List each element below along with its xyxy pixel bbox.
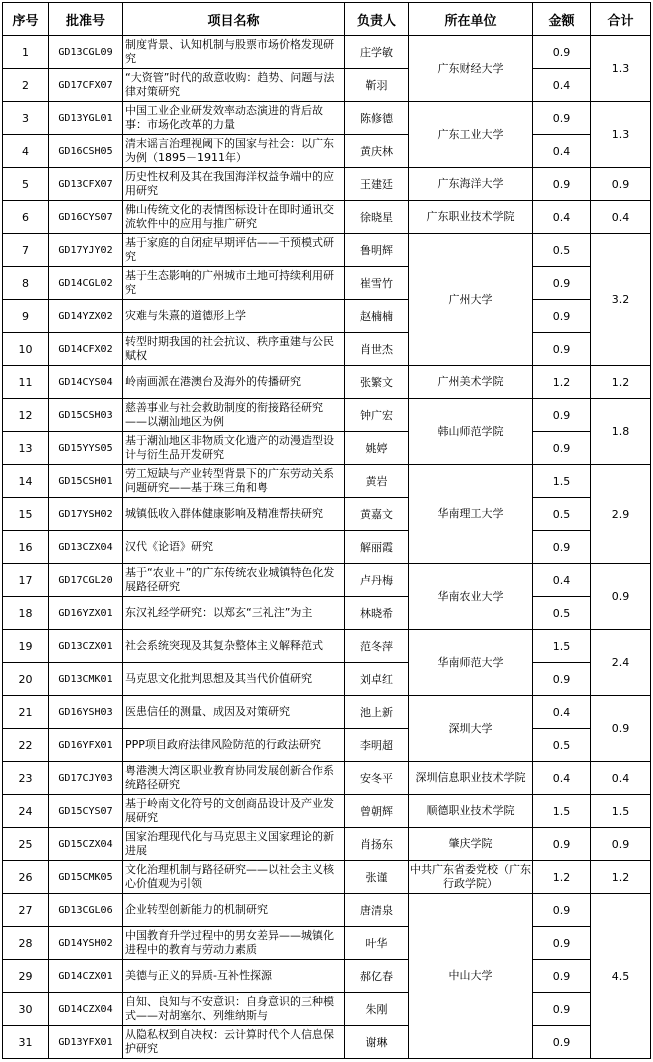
table-row — [3, 861, 651, 894]
amount: 0.9 — [533, 960, 591, 993]
principal-investigator: 张繁文 — [345, 366, 409, 399]
row-number: 11 — [3, 366, 49, 399]
row-number: 30 — [3, 993, 49, 1026]
table-row — [3, 366, 651, 399]
row-number: 16 — [3, 531, 49, 564]
approval-code: GD13CMK01 — [49, 663, 123, 696]
principal-investigator: 黄岩 — [345, 465, 409, 498]
project-title: “大资管”时代的敌意收购：趋势、问题与法律对策研究 — [123, 69, 345, 102]
amount: 0.9 — [533, 894, 591, 927]
row-number: 31 — [3, 1026, 49, 1059]
table-row — [3, 333, 651, 366]
table-row — [3, 828, 651, 861]
funding-table — [2, 2, 651, 1059]
unit-total: 1.3 — [591, 36, 651, 102]
principal-investigator: 靳羽 — [345, 69, 409, 102]
principal-investigator: 李明超 — [345, 729, 409, 762]
row-number: 3 — [3, 102, 49, 135]
principal-investigator: 肖扬东 — [345, 828, 409, 861]
project-title: 岭南画派在港澳台及海外的传播研究 — [123, 366, 345, 399]
unit-name: 华南师范大学 — [409, 630, 533, 696]
project-title: 基于“农业＋”的广东传统农业城镇特色化发展路径研究 — [123, 564, 345, 597]
row-number: 19 — [3, 630, 49, 663]
amount: 1.2 — [533, 366, 591, 399]
table-row — [3, 168, 651, 201]
principal-investigator: 黄庆林 — [345, 135, 409, 168]
amount: 0.9 — [533, 102, 591, 135]
amount: 0.9 — [533, 993, 591, 1026]
unit-total: 2.9 — [591, 465, 651, 564]
approval-code: GD14CYS04 — [49, 366, 123, 399]
unit-total: 0.9 — [591, 168, 651, 201]
project-title: 基于家庭的自闭症早期评估——干预模式研究 — [123, 234, 345, 267]
unit-name: 中山大学 — [409, 894, 533, 1059]
amount: 0.9 — [533, 927, 591, 960]
approval-code: GD14CGL02 — [49, 267, 123, 300]
row-number: 23 — [3, 762, 49, 795]
project-title: 制度背景、认知机制与股票市场价格发现研究 — [123, 36, 345, 69]
approval-code: GD13CGL09 — [49, 36, 123, 69]
project-title: 自知、良知与不安意识：自身意识的三种模式——对胡塞尔、列维纳斯与 — [123, 993, 345, 1026]
principal-investigator: 叶华 — [345, 927, 409, 960]
principal-investigator: 鲁明辉 — [345, 234, 409, 267]
unit-total: 0.9 — [591, 828, 651, 861]
unit-total: 1.3 — [591, 102, 651, 168]
approval-code: GD15CMK05 — [49, 861, 123, 894]
table-row — [3, 36, 651, 69]
row-number: 14 — [3, 465, 49, 498]
principal-investigator: 安冬平 — [345, 762, 409, 795]
row-number: 4 — [3, 135, 49, 168]
principal-investigator: 朱刚 — [345, 993, 409, 1026]
amount: 1.5 — [533, 465, 591, 498]
unit-name: 深圳大学 — [409, 696, 533, 762]
amount: 0.5 — [533, 234, 591, 267]
table-row — [3, 597, 651, 630]
amount: 0.5 — [533, 597, 591, 630]
amount: 0.9 — [533, 399, 591, 432]
approval-code: GD14CFX02 — [49, 333, 123, 366]
table-row — [3, 234, 651, 267]
row-number: 26 — [3, 861, 49, 894]
approval-code: GD15CSH01 — [49, 465, 123, 498]
unit-total: 1.2 — [591, 366, 651, 399]
amount: 0.9 — [533, 663, 591, 696]
amount: 1.5 — [533, 795, 591, 828]
project-title: 中国工业企业研发效率动态演进的背后故事：市场化改革的力量 — [123, 102, 345, 135]
principal-investigator: 庄学敏 — [345, 36, 409, 69]
principal-investigator: 刘卓红 — [345, 663, 409, 696]
unit-total: 1.5 — [591, 795, 651, 828]
principal-investigator: 卢丹梅 — [345, 564, 409, 597]
table-row — [3, 1026, 651, 1059]
principal-investigator: 唐清泉 — [345, 894, 409, 927]
amount: 0.5 — [533, 498, 591, 531]
row-number: 24 — [3, 795, 49, 828]
principal-investigator: 池上新 — [345, 696, 409, 729]
project-title: 清末谣言治理视阈下的国家与社会：以广东为例（1895－1911年） — [123, 135, 345, 168]
table-row — [3, 465, 651, 498]
approval-code: GD13CZX01 — [49, 630, 123, 663]
table-row — [3, 960, 651, 993]
approval-code: GD15CZX04 — [49, 828, 123, 861]
row-number: 25 — [3, 828, 49, 861]
amount: 0.9 — [533, 531, 591, 564]
header-no: 序号 — [3, 3, 49, 36]
approval-code: GD14CZX01 — [49, 960, 123, 993]
project-title: 慈善事业与社会救助制度的衔接路径研究——以潮汕地区为例 — [123, 399, 345, 432]
project-title: 基于岭南文化符号的文创商品设计及产业发展研究 — [123, 795, 345, 828]
project-title: 城镇低收入群体健康影响及精准帮扶研究 — [123, 498, 345, 531]
unit-total: 0.9 — [591, 564, 651, 630]
table-row — [3, 300, 651, 333]
unit-total: 0.4 — [591, 762, 651, 795]
row-number: 29 — [3, 960, 49, 993]
project-title: 中国教育升学过程中的男女差异——城镇化进程中的教育与劳动力素质 — [123, 927, 345, 960]
unit-name: 广东工业大学 — [409, 102, 533, 168]
approval-code: GD13YFX01 — [49, 1026, 123, 1059]
unit-name: 深圳信息职业技术学院 — [409, 762, 533, 795]
amount: 0.5 — [533, 729, 591, 762]
unit-name: 顺德职业技术学院 — [409, 795, 533, 828]
amount: 0.9 — [533, 1026, 591, 1059]
table-row — [3, 399, 651, 432]
principal-investigator: 赵楠楠 — [345, 300, 409, 333]
principal-investigator: 范冬萍 — [345, 630, 409, 663]
unit-total: 4.5 — [591, 894, 651, 1059]
approval-code: GD17YJY02 — [49, 234, 123, 267]
principal-investigator: 钟广宏 — [345, 399, 409, 432]
row-number: 28 — [3, 927, 49, 960]
amount: 0.9 — [533, 168, 591, 201]
unit-total: 0.4 — [591, 201, 651, 234]
approval-code: GD16YFX01 — [49, 729, 123, 762]
approval-code: GD13CGL06 — [49, 894, 123, 927]
project-title: 基于潮汕地区非物质文化遗产的动漫造型设计与衍生品开发研究 — [123, 432, 345, 465]
header-code: 批准号 — [49, 3, 123, 36]
approval-code: GD14CZX04 — [49, 993, 123, 1026]
table-row — [3, 762, 651, 795]
table-row — [3, 729, 651, 762]
principal-investigator: 谢琳 — [345, 1026, 409, 1059]
table-row — [3, 564, 651, 597]
header-amount: 金额 — [533, 3, 591, 36]
table-row — [3, 432, 651, 465]
amount: 1.2 — [533, 861, 591, 894]
unit-name: 华南理工大学 — [409, 465, 533, 564]
unit-name: 广东职业技术学院 — [409, 201, 533, 234]
project-title: 东汉礼经学研究：以郑玄“三礼注”为主 — [123, 597, 345, 630]
unit-name: 韩山师范学院 — [409, 399, 533, 465]
amount: 0.4 — [533, 762, 591, 795]
principal-investigator: 黄嘉文 — [345, 498, 409, 531]
principal-investigator: 张谨 — [345, 861, 409, 894]
principal-investigator: 徐晓星 — [345, 201, 409, 234]
table-row — [3, 663, 651, 696]
table-row — [3, 201, 651, 234]
project-title: 美德与正义的异质-互补性探源 — [123, 960, 345, 993]
approval-code: GD17YSH02 — [49, 498, 123, 531]
amount: 0.4 — [533, 564, 591, 597]
approval-code: GD13CFX07 — [49, 168, 123, 201]
amount: 0.4 — [533, 696, 591, 729]
table-row — [3, 135, 651, 168]
unit-name: 肇庆学院 — [409, 828, 533, 861]
header-total: 合计 — [591, 3, 651, 36]
unit-name: 广州美术学院 — [409, 366, 533, 399]
row-number: 6 — [3, 201, 49, 234]
unit-name: 广东海洋大学 — [409, 168, 533, 201]
row-number: 8 — [3, 267, 49, 300]
row-number: 10 — [3, 333, 49, 366]
amount: 0.9 — [533, 267, 591, 300]
principal-investigator: 肖世杰 — [345, 333, 409, 366]
project-title: 劳工短缺与产业转型背景下的广东劳动关系问题研究——基于珠三角和粤 — [123, 465, 345, 498]
row-number: 7 — [3, 234, 49, 267]
approval-code: GD16YSH03 — [49, 696, 123, 729]
amount: 0.9 — [533, 300, 591, 333]
project-title: 从隐私权到自决权：云计算时代个人信息保护研究 — [123, 1026, 345, 1059]
table-row — [3, 531, 651, 564]
row-number: 2 — [3, 69, 49, 102]
table-row — [3, 69, 651, 102]
approval-code: GD14YZX02 — [49, 300, 123, 333]
approval-code: GD15CYS07 — [49, 795, 123, 828]
project-title: 佛山传统文化的表情图标设计在即时通讯交流软件中的应用与推广研究 — [123, 201, 345, 234]
amount: 0.4 — [533, 69, 591, 102]
project-title: 企业转型创新能力的机制研究 — [123, 894, 345, 927]
row-number: 27 — [3, 894, 49, 927]
project-title: 历史性权利及其在我国海洋权益争端中的应用研究 — [123, 168, 345, 201]
principal-investigator: 林晓希 — [345, 597, 409, 630]
principal-investigator: 解丽霞 — [345, 531, 409, 564]
approval-code: GD15YYS05 — [49, 432, 123, 465]
project-title: 基于生态影响的广州城市土地可持续利用研究 — [123, 267, 345, 300]
row-number: 21 — [3, 696, 49, 729]
row-number: 9 — [3, 300, 49, 333]
amount: 0.9 — [533, 333, 591, 366]
row-number: 18 — [3, 597, 49, 630]
principal-investigator: 姚婷 — [345, 432, 409, 465]
unit-total: 1.8 — [591, 399, 651, 465]
unit-name: 中共广东省委党校（广东行政学院） — [409, 861, 533, 894]
unit-name: 华南农业大学 — [409, 564, 533, 630]
row-number: 5 — [3, 168, 49, 201]
unit-total: 0.9 — [591, 696, 651, 762]
row-number: 12 — [3, 399, 49, 432]
amount: 0.9 — [533, 36, 591, 69]
principal-investigator: 郝亿春 — [345, 960, 409, 993]
approval-code: GD16CSH05 — [49, 135, 123, 168]
approval-code: GD17CFX07 — [49, 69, 123, 102]
approval-code: GD17CGL20 — [49, 564, 123, 597]
project-title: 医患信任的测量、成因及对策研究 — [123, 696, 345, 729]
table-row — [3, 102, 651, 135]
header-person: 负责人 — [345, 3, 409, 36]
project-title: 粤港澳大湾区职业教育协同发展创新合作系统路径研究 — [123, 762, 345, 795]
table-row — [3, 927, 651, 960]
approval-code: GD16CYS07 — [49, 201, 123, 234]
header-title: 项目名称 — [123, 3, 345, 36]
amount: 0.4 — [533, 201, 591, 234]
amount: 0.4 — [533, 135, 591, 168]
approval-code: GD13YGL01 — [49, 102, 123, 135]
project-title: 汉代《论语》研究 — [123, 531, 345, 564]
header-row — [3, 3, 651, 36]
row-number: 13 — [3, 432, 49, 465]
approval-code: GD13CZX04 — [49, 531, 123, 564]
row-number: 1 — [3, 36, 49, 69]
approval-code: GD16YZX01 — [49, 597, 123, 630]
project-title: 国家治理现代化与马克思主义国家理论的新进展 — [123, 828, 345, 861]
project-title: 马克思文化批判思想及其当代价值研究 — [123, 663, 345, 696]
row-number: 17 — [3, 564, 49, 597]
unit-total: 3.2 — [591, 234, 651, 366]
table-row — [3, 267, 651, 300]
header-unit: 所在单位 — [409, 3, 533, 36]
table-row — [3, 498, 651, 531]
project-title: 灾难与朱熹的道德形上学 — [123, 300, 345, 333]
project-title: 转型时期我国的社会抗议、秩序重建与公民赋权 — [123, 333, 345, 366]
unit-name: 广州大学 — [409, 234, 533, 366]
project-title: 社会系统突现及其复杂整体主义解释范式 — [123, 630, 345, 663]
row-number: 20 — [3, 663, 49, 696]
table-row — [3, 993, 651, 1026]
principal-investigator: 曾朝辉 — [345, 795, 409, 828]
approval-code: GD15CSH03 — [49, 399, 123, 432]
amount: 0.9 — [533, 828, 591, 861]
row-number: 22 — [3, 729, 49, 762]
approval-code: GD17CJY03 — [49, 762, 123, 795]
amount: 0.9 — [533, 432, 591, 465]
table-row — [3, 894, 651, 927]
amount: 1.5 — [533, 630, 591, 663]
project-title: 文化治理机制与路径研究——以社会主义核心价值观为引领 — [123, 861, 345, 894]
principal-investigator: 王建廷 — [345, 168, 409, 201]
principal-investigator: 崔雪竹 — [345, 267, 409, 300]
table-row — [3, 795, 651, 828]
table-row — [3, 696, 651, 729]
unit-total: 1.2 — [591, 861, 651, 894]
principal-investigator: 陈修德 — [345, 102, 409, 135]
approval-code: GD14YSH02 — [49, 927, 123, 960]
unit-total: 2.4 — [591, 630, 651, 696]
project-title: PPP项目政府法律风险防范的行政法研究 — [123, 729, 345, 762]
row-number: 15 — [3, 498, 49, 531]
table-row — [3, 630, 651, 663]
unit-name: 广东财经大学 — [409, 36, 533, 102]
